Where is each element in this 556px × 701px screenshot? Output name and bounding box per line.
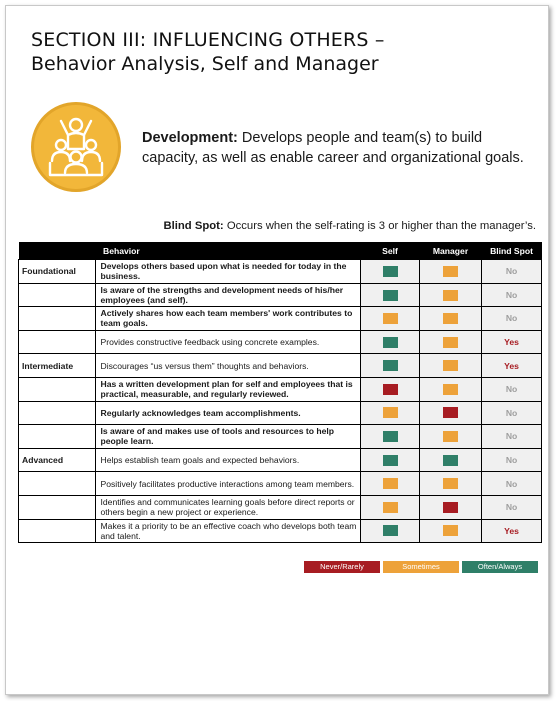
- table-row: [19, 495, 542, 519]
- self-rating-cell: [361, 283, 420, 307]
- table-row: [19, 260, 542, 284]
- manager-rating-swatch: [443, 525, 458, 536]
- behavior-cell: Has a written development plan for self and employees that is practical, measurable, and regularly reviewed.: [95, 377, 361, 401]
- self-rating-swatch: [383, 290, 398, 301]
- manager-rating-cell: [419, 448, 481, 472]
- blind-spot-cell: No: [482, 307, 542, 331]
- blind-spot-cell: Yes: [482, 330, 542, 354]
- category-cell: [19, 495, 96, 519]
- table-header-row: [19, 242, 542, 260]
- behavior-cell: Regularly acknowledges team accomplishments.: [95, 401, 361, 425]
- header-behavior: Behavior: [95, 242, 361, 260]
- category-cell: [19, 425, 96, 449]
- manager-rating-cell: [419, 377, 481, 401]
- manager-rating-cell: [419, 260, 481, 284]
- self-rating-swatch: [383, 478, 398, 489]
- header-category: [19, 242, 96, 260]
- self-rating-swatch: [383, 337, 398, 348]
- self-rating-swatch: [383, 525, 398, 536]
- self-rating-cell: [361, 307, 420, 331]
- blind-spot-cell: Yes: [482, 354, 542, 378]
- behavior-cell: Provides constructive feedback using concrete examples.: [95, 330, 361, 354]
- blind-spot-cell: No: [482, 377, 542, 401]
- manager-rating-cell: [419, 495, 481, 519]
- table-row: [19, 354, 542, 378]
- behavior-cell: Identifies and communicates learning goals before direct reports or others begin a new project or experience.: [95, 495, 361, 519]
- manager-rating-cell: [419, 354, 481, 378]
- self-rating-cell: [361, 472, 420, 496]
- legend-never-rarely: Never/Rarely: [304, 561, 380, 573]
- table-row: [19, 472, 542, 496]
- table-row: [19, 519, 542, 543]
- blind-spot-cell: Yes: [482, 519, 542, 543]
- blind-spot-cell: No: [482, 283, 542, 307]
- manager-rating-cell: [419, 330, 481, 354]
- rating-legend: [304, 561, 538, 573]
- category-cell: [19, 330, 96, 354]
- header-self: Self: [361, 242, 420, 260]
- behavior-cell: Is aware of and makes use of tools and resources to help people learn.: [95, 425, 361, 449]
- manager-rating-swatch: [443, 502, 458, 513]
- self-rating-cell: [361, 377, 420, 401]
- category-cell: [19, 472, 96, 496]
- self-rating-cell: [361, 519, 420, 543]
- manager-rating-swatch: [443, 384, 458, 395]
- blind-spot-text: Occurs when the self-rating is 3 or higher than the manager’s.: [223, 220, 536, 232]
- behavior-cell: Actively shares how each team members' work contributes to team goals.: [95, 307, 361, 331]
- category-cell: [19, 283, 96, 307]
- behavior-analysis-table: [18, 242, 542, 543]
- category-foundational: Foundational: [19, 260, 96, 284]
- self-rating-cell: [361, 354, 420, 378]
- table-row: [19, 307, 542, 331]
- section-title: [31, 28, 541, 76]
- legend-sometimes: Sometimes: [383, 561, 459, 573]
- manager-rating-swatch: [443, 313, 458, 324]
- manager-rating-cell: [419, 472, 481, 496]
- blind-spot-cell: No: [482, 401, 542, 425]
- manager-rating-swatch: [443, 407, 458, 418]
- manager-rating-swatch: [443, 455, 458, 466]
- category-cell: [19, 401, 96, 425]
- behavior-cell: Makes it a priority to be an effective coach who develops both team and talent.: [95, 519, 361, 543]
- blind-spot-cell: No: [482, 260, 542, 284]
- self-rating-swatch: [383, 455, 398, 466]
- table-row: [19, 401, 542, 425]
- manager-rating-swatch: [443, 337, 458, 348]
- blind-spot-cell: No: [482, 472, 542, 496]
- legend-often-always: Often/Always: [462, 561, 538, 573]
- blind-spot-note: [146, 220, 536, 232]
- manager-rating-cell: [419, 519, 481, 543]
- development-definition: [142, 128, 537, 168]
- self-rating-swatch: [383, 266, 398, 277]
- behavior-cell: Positively facilitates productive interactions among team members.: [95, 472, 361, 496]
- title-line-1: SECTION III: INFLUENCING OTHERS –: [31, 29, 385, 51]
- table-row: [19, 448, 542, 472]
- behavior-cell: Develops others based upon what is needed for today in the business.: [95, 260, 361, 284]
- development-term: Development:: [142, 130, 238, 146]
- self-rating-swatch: [383, 313, 398, 324]
- table-row: [19, 330, 542, 354]
- blind-spot-cell: No: [482, 425, 542, 449]
- category-advanced: Advanced: [19, 448, 96, 472]
- manager-rating-swatch: [443, 431, 458, 442]
- header-blind-spot: Blind Spot: [482, 242, 542, 260]
- manager-rating-swatch: [443, 266, 458, 277]
- self-rating-cell: [361, 260, 420, 284]
- self-rating-cell: [361, 448, 420, 472]
- header-manager: Manager: [419, 242, 481, 260]
- table-row: [19, 377, 542, 401]
- blind-spot-term: Blind Spot:: [163, 220, 224, 232]
- table-row: [19, 283, 542, 307]
- manager-rating-cell: [419, 307, 481, 331]
- manager-rating-swatch: [443, 360, 458, 371]
- manager-rating-cell: [419, 283, 481, 307]
- table-row: [19, 425, 542, 449]
- self-rating-cell: [361, 425, 420, 449]
- self-rating-cell: [361, 330, 420, 354]
- title-line-2: Behavior Analysis, Self and Manager: [31, 53, 379, 75]
- blind-spot-cell: No: [482, 495, 542, 519]
- manager-rating-cell: [419, 425, 481, 449]
- self-rating-cell: [361, 495, 420, 519]
- category-cell: [19, 519, 96, 543]
- manager-rating-swatch: [443, 290, 458, 301]
- self-rating-swatch: [383, 384, 398, 395]
- self-rating-cell: [361, 401, 420, 425]
- team-celebrating-icon: [31, 102, 121, 192]
- self-rating-swatch: [383, 431, 398, 442]
- category-cell: [19, 377, 96, 401]
- category-cell: [19, 307, 96, 331]
- behavior-cell: Helps establish team goals and expected behaviors.: [95, 448, 361, 472]
- self-rating-swatch: [383, 407, 398, 418]
- self-rating-swatch: [383, 360, 398, 371]
- blind-spot-cell: No: [482, 448, 542, 472]
- report-page: [5, 5, 549, 695]
- manager-rating-cell: [419, 401, 481, 425]
- manager-rating-swatch: [443, 478, 458, 489]
- self-rating-swatch: [383, 502, 398, 513]
- category-intermediate: Intermediate: [19, 354, 96, 378]
- behavior-cell: Is aware of the strengths and development needs of his/her employees (and self).: [95, 283, 361, 307]
- development-text: Develops people and team(s) to build capacity, as well as enable career and organizational goals.: [142, 130, 524, 166]
- behavior-cell: Discourages “us versus them” thoughts and behaviors.: [95, 354, 361, 378]
